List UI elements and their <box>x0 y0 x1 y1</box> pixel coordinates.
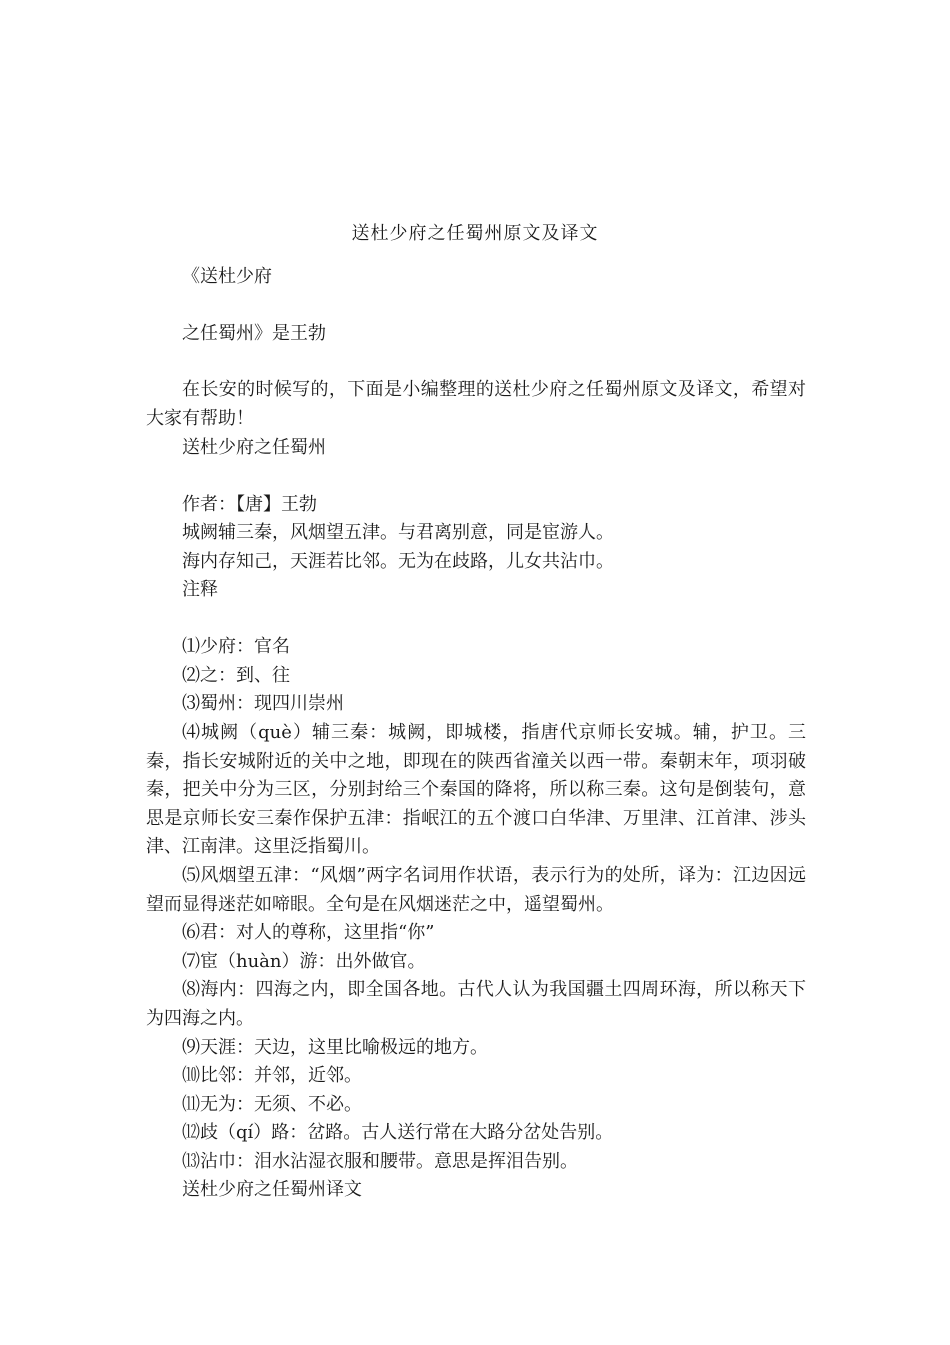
note-item: ⑸风烟望五津：“风烟”两字名词用作状语，表示行为的处所，译为：江边因远望而显得迷茫如啼眼。全句是在风烟迷茫之中，遥望蜀州。 <box>146 865 806 915</box>
intro-line-2: 之任蜀州》是王勃 <box>182 323 326 344</box>
note-item: ⑿歧（qí）路：岔路。古人送行常在大路分岔处告别。 <box>182 1122 614 1143</box>
note-item: ⑻海内：四海之内，即全国各地。古代人认为我国疆土四周环海，所以称天下为四海之内。 <box>146 979 806 1029</box>
poem-author: 作者：【唐】王勃 <box>182 494 317 515</box>
notes-heading: 注释 <box>182 579 218 600</box>
note-item: ⑽比邻：并邻，近邻。 <box>182 1065 362 1086</box>
note-item: ⑾无为：无须、不必。 <box>182 1094 362 1115</box>
note-item: ⑼天涯：天边，这里比喻极远的地方。 <box>182 1037 488 1058</box>
poem-line-1: 城阙辅三秦，风烟望五津。与君离别意，同是宦游人。 <box>182 522 614 543</box>
note-item: ⑺宦（huàn）游：出外做官。 <box>182 951 426 972</box>
translation-heading: 送杜少府之任蜀州译文 <box>182 1179 362 1200</box>
document-title: 送杜少府之任蜀州原文及译文 <box>351 223 599 244</box>
poem-line-2: 海内存知己，天涯若比邻。无为在歧路，儿女共沾巾。 <box>182 551 614 572</box>
note-item: ⑵之：到、往 <box>182 665 290 686</box>
note-item: ⑹君：对人的尊称，这里指“你” <box>182 922 435 943</box>
poem-title: 送杜少府之任蜀州 <box>182 437 326 458</box>
note-item: ⒀沾巾：泪水沾湿衣服和腰带。意思是挥泪告别。 <box>182 1151 578 1172</box>
note-item: ⑴少府：官名 <box>182 636 290 657</box>
intro-line-1: 《送杜少府 <box>182 266 272 287</box>
note-item: ⑷城阙（què）辅三秦：城阙，即城楼，指唐代京师长安城。辅，护卫。三秦，指长安城附近的关中之地，即现在的陕西省潼关以西一带。秦朝末年，项羽破秦，把关中分为三区，分别封给三个秦国的降将，所以称三秦。这句是倒装句，意思是京师长安三秦作保护五津：指岷江的五个渡口白华津、万里津、江首津、涉头津、江南津。这里泛指蜀川。 <box>146 722 806 858</box>
note-item: ⑶蜀州：现四川崇州 <box>182 693 344 714</box>
intro-paragraph: 在长安的时候写的，下面是小编整理的送杜少府之任蜀州原文及译文，希望对大家有帮助！ <box>146 379 806 429</box>
